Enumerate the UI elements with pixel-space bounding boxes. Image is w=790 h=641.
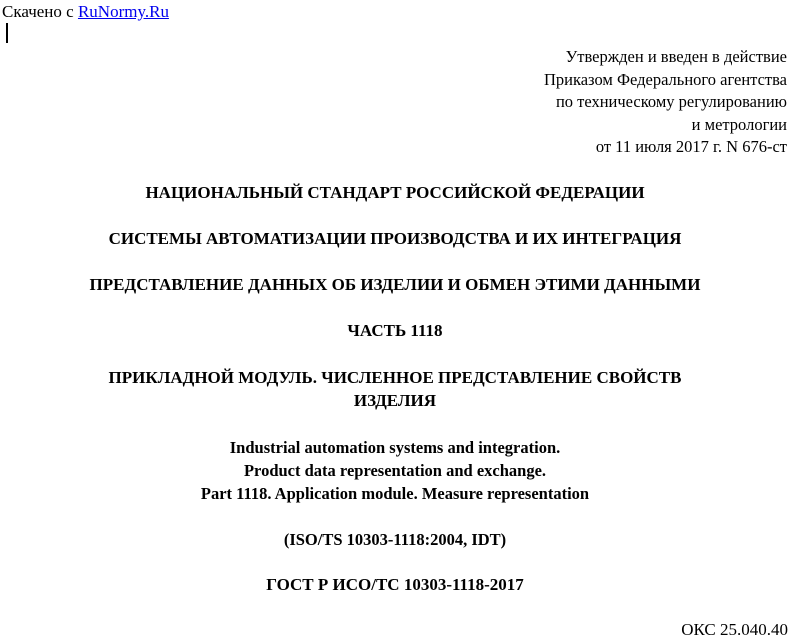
oks-code: ОКС 25.040.40 (681, 620, 788, 639)
standard-type-heading: НАЦИОНАЛЬНЫЙ СТАНДАРТ РОССИЙСКОЙ ФЕДЕРАЦИИ (145, 183, 645, 202)
module-heading-line2: ИЗДЕЛИЯ (353, 391, 437, 410)
part-heading: ЧАСТЬ 1118 (347, 321, 443, 340)
approval-line: по техническому регулированию (555, 92, 787, 112)
approval-line: и метрологии (691, 114, 787, 134)
series-heading: СИСТЕМЫ АВТОМАТИЗАЦИИ ПРОИЗВОДСТВА И ИХ ИНТЕГРАЦИЯ (108, 229, 682, 248)
english-title-line1: Industrial automation systems and integration. (229, 438, 561, 457)
english-title-line2: Product data representation and exchange. (243, 461, 547, 480)
text-cursor (6, 23, 8, 43)
english-title-line3: Part 1118. Application module. Measure representation (200, 484, 590, 503)
module-heading-line1: ПРИКЛАДНОЙ МОДУЛЬ. ЧИСЛЕННОЕ ПРЕДСТАВЛЕНИЕ СВОЙСТВ (108, 368, 682, 387)
source-prefix: Скачено с (2, 2, 78, 21)
source-line (2, 2, 169, 22)
approval-line: Утвержден и введен в действие (565, 47, 787, 66)
gost-number: ГОСТ Р ИСО/ТС 10303-1118-2017 (266, 575, 524, 594)
approval-line: от 11 июля 2017 г. N 676-ст (595, 137, 787, 157)
iso-reference: (ISO/TS 10303-1118:2004, IDT) (283, 530, 507, 549)
source-link[interactable]: RuNormy.Ru (77, 2, 169, 21)
approval-block (544, 46, 787, 159)
subject-heading: ПРЕДСТАВЛЕНИЕ ДАННЫХ ОБ ИЗДЕЛИИ И ОБМЕН ЭТИМИ ДАННЫМИ (89, 275, 701, 294)
approval-line: Приказом Федерального агентства (543, 69, 787, 89)
